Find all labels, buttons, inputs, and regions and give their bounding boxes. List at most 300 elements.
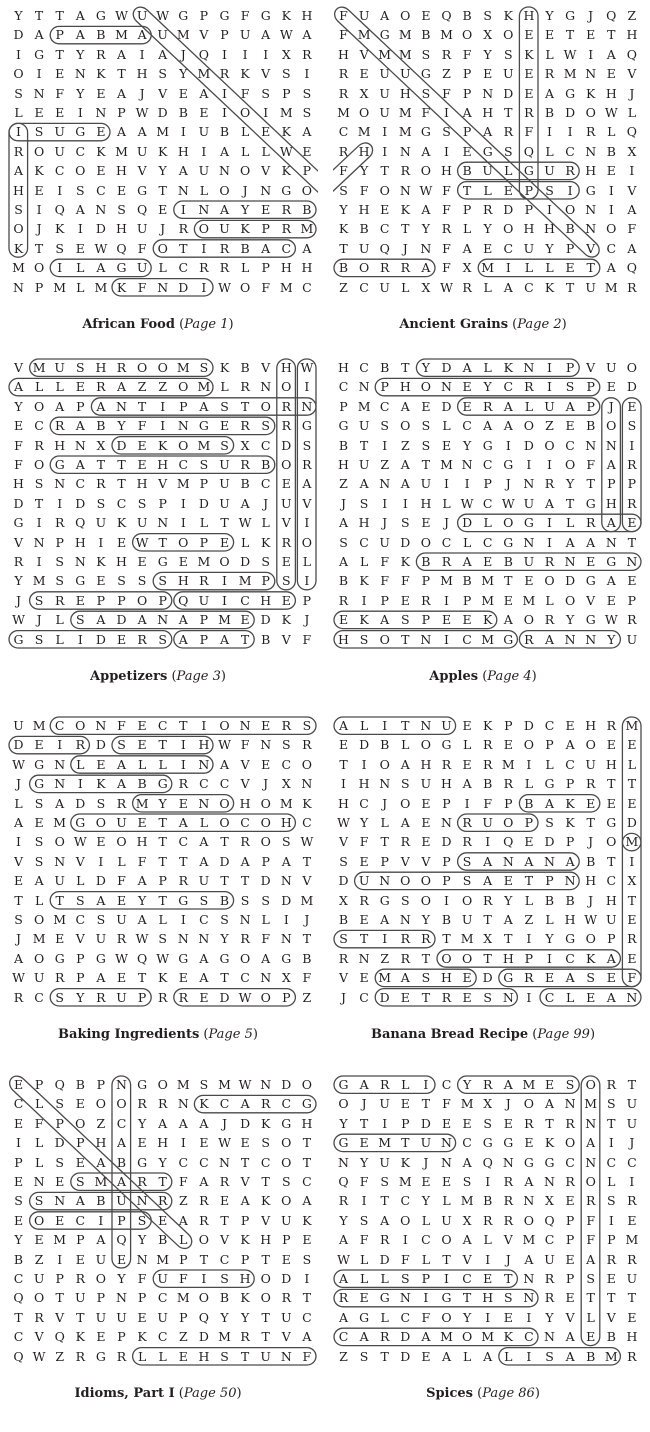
letter-cell: I — [526, 931, 532, 947]
letter-cell: A — [565, 970, 575, 986]
letter-cell: T — [401, 631, 410, 647]
letter-cell: I — [629, 437, 635, 453]
letter-cell: F — [400, 1251, 410, 1267]
caption-paren: ) — [236, 1386, 242, 1401]
letter-cell: T — [117, 457, 126, 472]
letter-cell: O — [281, 1135, 292, 1151]
letter-cell: I — [304, 515, 310, 531]
letter-cell: M — [440, 1329, 453, 1345]
letter-cell: R — [157, 1193, 168, 1209]
letter-cell: P — [607, 931, 616, 947]
letter-cell: N — [13, 279, 24, 295]
letter-cell: L — [462, 737, 472, 753]
letter-cell: N — [420, 240, 432, 256]
letter-cell: L — [607, 1174, 616, 1189]
letter-cell: B — [240, 360, 250, 375]
letter-cell: G — [75, 124, 86, 140]
letter-cell: A — [34, 27, 44, 43]
letter-cell: K — [400, 202, 410, 217]
caption-paren: ( — [473, 1386, 483, 1401]
letter-cell: I — [36, 66, 42, 82]
page-reference: Page 4 — [487, 669, 532, 684]
letter-cell: O — [400, 795, 411, 811]
letter-cell: T — [261, 1174, 270, 1189]
letter-cell: U — [461, 912, 473, 927]
letter-cell: L — [380, 1309, 389, 1325]
letter-cell: M — [440, 457, 453, 472]
letter-cell: H — [136, 834, 148, 850]
letter-cell: M — [53, 815, 67, 830]
letter-cell: F — [302, 1348, 312, 1364]
letter-cell: Y — [421, 1193, 431, 1209]
letter-cell: M — [625, 1232, 639, 1248]
letter-cell: M — [176, 27, 190, 43]
letter-cell: C — [302, 279, 312, 295]
letter-cell: E — [421, 1174, 431, 1189]
puzzle-caption — [333, 317, 633, 332]
letter-cell: H — [157, 1135, 169, 1151]
letter-cell: A — [380, 1212, 390, 1228]
puzzle-title: Baking Ingredients — [58, 1027, 200, 1042]
letter-cell: E — [586, 554, 596, 569]
letter-cell: T — [179, 240, 188, 256]
letter-cell: B — [240, 240, 250, 256]
letter-cell: W — [115, 8, 128, 23]
letter-cell: W — [73, 834, 87, 850]
letter-cell: A — [75, 418, 85, 434]
letter-cell: E — [137, 437, 147, 453]
letter-cell: M — [584, 1096, 598, 1112]
letter-cell: O — [523, 737, 535, 753]
letter-cell: G — [420, 66, 431, 82]
letter-cell: C — [13, 1271, 24, 1286]
letter-cell: P — [401, 1115, 410, 1131]
letter-cell: E — [116, 631, 127, 647]
letter-cell: O — [33, 1212, 45, 1228]
letter-cell: Q — [626, 260, 638, 276]
letter-cell: W — [563, 46, 577, 62]
letter-cell: Y — [179, 66, 188, 82]
letter-cell: C — [359, 989, 369, 1005]
letter-cell: H — [136, 66, 148, 82]
letter-cell: H — [358, 202, 370, 217]
letter-cell: A — [199, 853, 209, 869]
letter-cell: D — [219, 989, 230, 1005]
letter-cell: B — [544, 892, 555, 908]
letter-cell: M — [378, 970, 392, 986]
letter-cell: S — [282, 573, 291, 589]
letter-cell: W — [300, 834, 314, 850]
letter-cell: R — [178, 989, 188, 1005]
letter-cell: I — [382, 143, 388, 159]
letter-cell: S — [261, 85, 270, 101]
letter-cell: T — [401, 1135, 410, 1151]
letter-cell: M — [197, 437, 211, 453]
letter-cell: P — [565, 1232, 575, 1248]
letter-cell: E — [462, 398, 472, 414]
letter-cell: M — [53, 912, 67, 927]
letter-cell: P — [524, 950, 534, 966]
letter-cell: I — [98, 534, 104, 550]
letter-cell: A — [302, 1193, 312, 1209]
letter-cell: D — [523, 718, 534, 733]
letter-cell: A — [34, 873, 44, 889]
letter-cell: R — [441, 989, 452, 1005]
letter-cell: A — [483, 418, 493, 434]
letter-cell: O — [33, 260, 45, 276]
letter-cell: V — [281, 1329, 291, 1345]
letter-cell: L — [158, 912, 167, 927]
letter-cell: D — [503, 85, 514, 101]
letter-cell: M — [176, 1077, 190, 1092]
letter-cell: I — [361, 592, 367, 608]
letter-cell: M — [481, 573, 495, 589]
letter-cell: H — [482, 105, 494, 120]
letter-cell: I — [547, 515, 552, 531]
letter-cell: J — [382, 795, 388, 811]
letter-cell: A — [565, 853, 575, 869]
letter-cell: A — [116, 85, 127, 101]
letter-cell: N — [523, 1271, 535, 1286]
letter-cell: S — [421, 46, 431, 62]
letter-cell: O — [260, 795, 271, 811]
letter-cell: H — [338, 795, 349, 811]
letter-cell: T — [14, 892, 23, 908]
letter-cell: C — [462, 1271, 472, 1286]
puzzle-8 — [333, 1075, 639, 1401]
letter-cell: R — [34, 437, 44, 453]
letter-cell: E — [75, 1154, 85, 1170]
letter-cell: T — [240, 398, 250, 414]
letter-cell: U — [544, 1251, 555, 1267]
letter-cell: R — [157, 1096, 168, 1112]
letter-cell: T — [302, 1154, 312, 1170]
letter-cell: H — [239, 1271, 251, 1286]
letter-cell: U — [420, 776, 432, 792]
letter-cell: W — [156, 8, 170, 23]
letter-cell: Q — [626, 124, 638, 140]
letter-cell: F — [586, 457, 596, 472]
letter-cell: F — [137, 853, 147, 869]
letter-cell: S — [339, 931, 348, 947]
letter-cell: I — [16, 834, 21, 850]
letter-cell: N — [177, 418, 189, 434]
letter-cell: S — [34, 631, 44, 647]
letter-cell: A — [302, 240, 312, 256]
letter-cell: L — [565, 515, 575, 531]
letter-cell: P — [565, 1212, 575, 1228]
letter-cell: P — [220, 27, 229, 43]
letter-cell: O — [95, 815, 107, 830]
letter-cell: K — [158, 143, 168, 159]
letter-cell: G — [420, 124, 431, 140]
letter-cell: Z — [380, 457, 390, 472]
letter-cell: B — [158, 1232, 168, 1248]
letter-cell: D — [75, 795, 86, 811]
letter-cell: F — [261, 279, 271, 295]
letter-cell: J — [608, 398, 614, 414]
letter-cell: P — [545, 873, 554, 889]
letter-cell: E — [441, 1174, 452, 1189]
letter-cell: O — [54, 834, 65, 850]
letter-cell: L — [14, 105, 23, 120]
letter-cell: N — [585, 221, 597, 237]
letter-cell: J — [629, 1135, 635, 1151]
letter-cell: T — [607, 27, 616, 43]
letter-cell: Q — [198, 46, 210, 62]
letter-cell: I — [180, 124, 186, 140]
letter-cell: C — [544, 989, 555, 1005]
letter-cell: S — [282, 66, 291, 82]
letter-cell: S — [483, 1115, 492, 1131]
letter-cell: M — [135, 795, 149, 811]
letter-cell: U — [198, 873, 210, 889]
letter-cell: A — [586, 1135, 596, 1151]
letter-cell: Q — [136, 202, 148, 217]
letter-cell: Y — [158, 1154, 167, 1170]
letter-cell: M — [378, 46, 392, 62]
letter-cell: S — [34, 795, 44, 811]
letter-cell: D — [420, 1115, 431, 1131]
letter-cell: J — [263, 776, 269, 792]
letter-cell: K — [137, 1329, 147, 1345]
letter-cell: B — [219, 124, 230, 140]
letter-cell: C — [503, 240, 514, 256]
letter-cell: B — [240, 476, 250, 492]
letter-cell: G — [116, 260, 127, 276]
letter-cell: L — [261, 912, 270, 927]
letter-cell: N — [502, 989, 514, 1005]
letter-cell: C — [302, 815, 312, 830]
letter-cell: E — [55, 105, 65, 120]
letter-cell: R — [462, 279, 472, 295]
letter-cell: O — [219, 182, 230, 198]
letter-cell: O — [33, 398, 45, 414]
letter-cell: H — [260, 592, 272, 608]
letter-cell: G — [34, 46, 45, 62]
letter-cell: S — [359, 1212, 369, 1228]
letter-cell: K — [565, 815, 575, 830]
letter-cell: C — [281, 756, 292, 772]
letter-cell: U — [95, 1309, 107, 1325]
letter-cell: J — [505, 1096, 511, 1112]
letter-cell: E — [13, 1077, 24, 1092]
letter-cell: B — [96, 27, 106, 43]
letter-cell: C — [96, 182, 106, 198]
letter-cell: E — [199, 105, 209, 120]
letter-cell: W — [279, 27, 293, 43]
letter-cell: O — [523, 1096, 535, 1112]
letter-cell: S — [302, 718, 312, 733]
letter-cell: M — [279, 105, 293, 120]
letter-cell: H — [198, 737, 210, 753]
letter-cell: T — [401, 718, 410, 733]
letter-cell: U — [281, 1212, 292, 1228]
letter-cell: G — [503, 1135, 514, 1151]
letter-cell: U — [585, 756, 596, 772]
letter-cell: P — [524, 182, 534, 198]
letter-cell: N — [74, 437, 86, 453]
letter-cell: J — [36, 612, 42, 628]
letter-cell: Y — [359, 163, 369, 179]
letter-cell: R — [338, 1290, 349, 1306]
letter-cell: R — [338, 1193, 349, 1209]
letter-cell: A — [462, 554, 472, 569]
letter-cell: R — [34, 1309, 44, 1325]
letter-cell: U — [379, 1154, 390, 1170]
letter-cell: R — [400, 931, 410, 947]
letter-cell: L — [545, 756, 554, 772]
letter-cell: A — [606, 573, 616, 589]
letter-cell: K — [586, 85, 596, 101]
caption-paren: ) — [220, 669, 226, 684]
letter-cell: V — [586, 592, 596, 608]
letter-cell: H — [239, 795, 251, 811]
letter-cell: O — [564, 592, 576, 608]
letter-cell: E — [441, 612, 452, 628]
letter-cell: T — [504, 1271, 513, 1286]
letter-cell: C — [338, 124, 349, 140]
letter-cell: Q — [544, 1212, 555, 1228]
letter-cell: O — [219, 795, 230, 811]
letter-cell: G — [137, 1077, 148, 1092]
letter-cell: E — [302, 143, 312, 159]
letter-cell: E — [13, 1212, 24, 1228]
letter-cell: E — [178, 795, 188, 811]
letter-cell: G — [544, 1154, 555, 1170]
letter-cell: E — [13, 1174, 24, 1189]
letter-cell: G — [34, 776, 45, 792]
letter-cell: C — [379, 398, 390, 414]
letter-cell: Z — [96, 1115, 106, 1131]
letter-cell: V — [199, 27, 209, 43]
letter-cell: O — [178, 437, 189, 453]
letter-cell: P — [380, 379, 389, 395]
letter-cell: R — [338, 143, 349, 159]
letter-cell: J — [443, 515, 449, 531]
letter-cell: F — [240, 85, 250, 101]
puzzle-4 — [333, 358, 638, 684]
letter-cell: O — [239, 279, 251, 295]
letter-cell: F — [14, 457, 23, 472]
letter-cell: T — [421, 989, 431, 1005]
letter-cell: C — [302, 1309, 312, 1325]
letter-cell: T — [380, 1348, 389, 1364]
letter-cell: D — [281, 1271, 292, 1286]
letter-cell: O — [198, 221, 210, 237]
letter-cell: I — [444, 1271, 449, 1286]
letter-cell: A — [400, 970, 410, 986]
letter-cell: N — [585, 66, 597, 82]
letter-cell: G — [503, 534, 514, 550]
letter-cell: L — [442, 418, 451, 434]
letter-cell: X — [240, 437, 250, 453]
letter-cell: W — [337, 815, 350, 830]
letter-cell: N — [523, 476, 535, 492]
letter-cell: R — [96, 476, 106, 492]
letter-cell: E — [524, 573, 534, 589]
letter-cell: C — [75, 912, 86, 927]
letter-cell: U — [136, 8, 148, 23]
puzzle-caption — [333, 669, 633, 684]
letter-cell: L — [359, 554, 369, 569]
letter-cell: A — [462, 240, 472, 256]
letter-cell: I — [464, 795, 470, 811]
letter-cell: X — [483, 27, 493, 43]
letter-cell: A — [116, 124, 127, 140]
letter-cell: N — [198, 931, 210, 947]
letter-cell: P — [421, 1271, 431, 1286]
letter-cell: C — [54, 163, 65, 179]
letter-cell: R — [524, 1115, 534, 1131]
letter-cell: I — [160, 398, 166, 414]
letter-cell: O — [420, 737, 432, 753]
letter-cell: R — [421, 931, 431, 947]
letter-cell: A — [462, 360, 472, 375]
letter-cell: F — [14, 437, 23, 453]
letter-cell: B — [75, 1077, 85, 1092]
letter-cell: D — [281, 437, 292, 453]
letter-cell: U — [136, 260, 148, 276]
letter-cell: T — [240, 1348, 250, 1364]
letter-cell: G — [523, 163, 534, 179]
letter-cell: E — [606, 66, 616, 82]
letter-cell: M — [481, 260, 495, 276]
letter-cell: V — [359, 46, 369, 62]
letter-cell: F — [380, 573, 390, 589]
letter-cell: E — [400, 592, 410, 608]
letter-cell: P — [586, 398, 595, 414]
letter-cell: M — [460, 1193, 474, 1209]
letter-cell: E — [116, 892, 127, 908]
letter-cell: H — [13, 182, 24, 198]
letter-cell: C — [240, 592, 250, 608]
letter-cell: Y — [240, 1309, 250, 1325]
letter-cell: S — [76, 1174, 85, 1189]
letter-cell: O — [564, 1135, 576, 1151]
letter-cell: A — [400, 815, 410, 830]
letter-cell: R — [585, 776, 596, 792]
letter-cell: E — [261, 756, 271, 772]
letter-cell: U — [54, 124, 65, 140]
letter-cell: S — [76, 360, 85, 375]
letter-cell: G — [137, 182, 148, 198]
letter-cell: C — [178, 260, 189, 276]
letter-cell: P — [96, 1077, 106, 1092]
letter-cell: P — [96, 1290, 106, 1306]
letter-cell: X — [483, 931, 493, 947]
letter-cell: T — [627, 892, 637, 908]
letter-cell: O — [116, 1096, 127, 1112]
letter-cell: K — [75, 1329, 85, 1345]
letter-cell: S — [359, 631, 369, 647]
letter-cell: O — [523, 1212, 535, 1228]
letter-cell: R — [281, 398, 291, 414]
letter-cell: A — [178, 631, 188, 647]
letter-cell: H — [301, 1115, 313, 1131]
letter-cell: L — [483, 515, 492, 531]
letter-cell: Y — [76, 989, 85, 1005]
letter-cell: O — [585, 1174, 596, 1189]
letter-cell: O — [178, 534, 189, 550]
letter-cell: A — [158, 1115, 168, 1131]
letter-cell: C — [34, 989, 44, 1005]
letter-cell: I — [283, 912, 289, 927]
letter-cell: U — [33, 970, 45, 986]
letter-cell: P — [261, 853, 270, 869]
letter-cell: A — [524, 853, 534, 869]
letter-cell: U — [358, 8, 370, 23]
